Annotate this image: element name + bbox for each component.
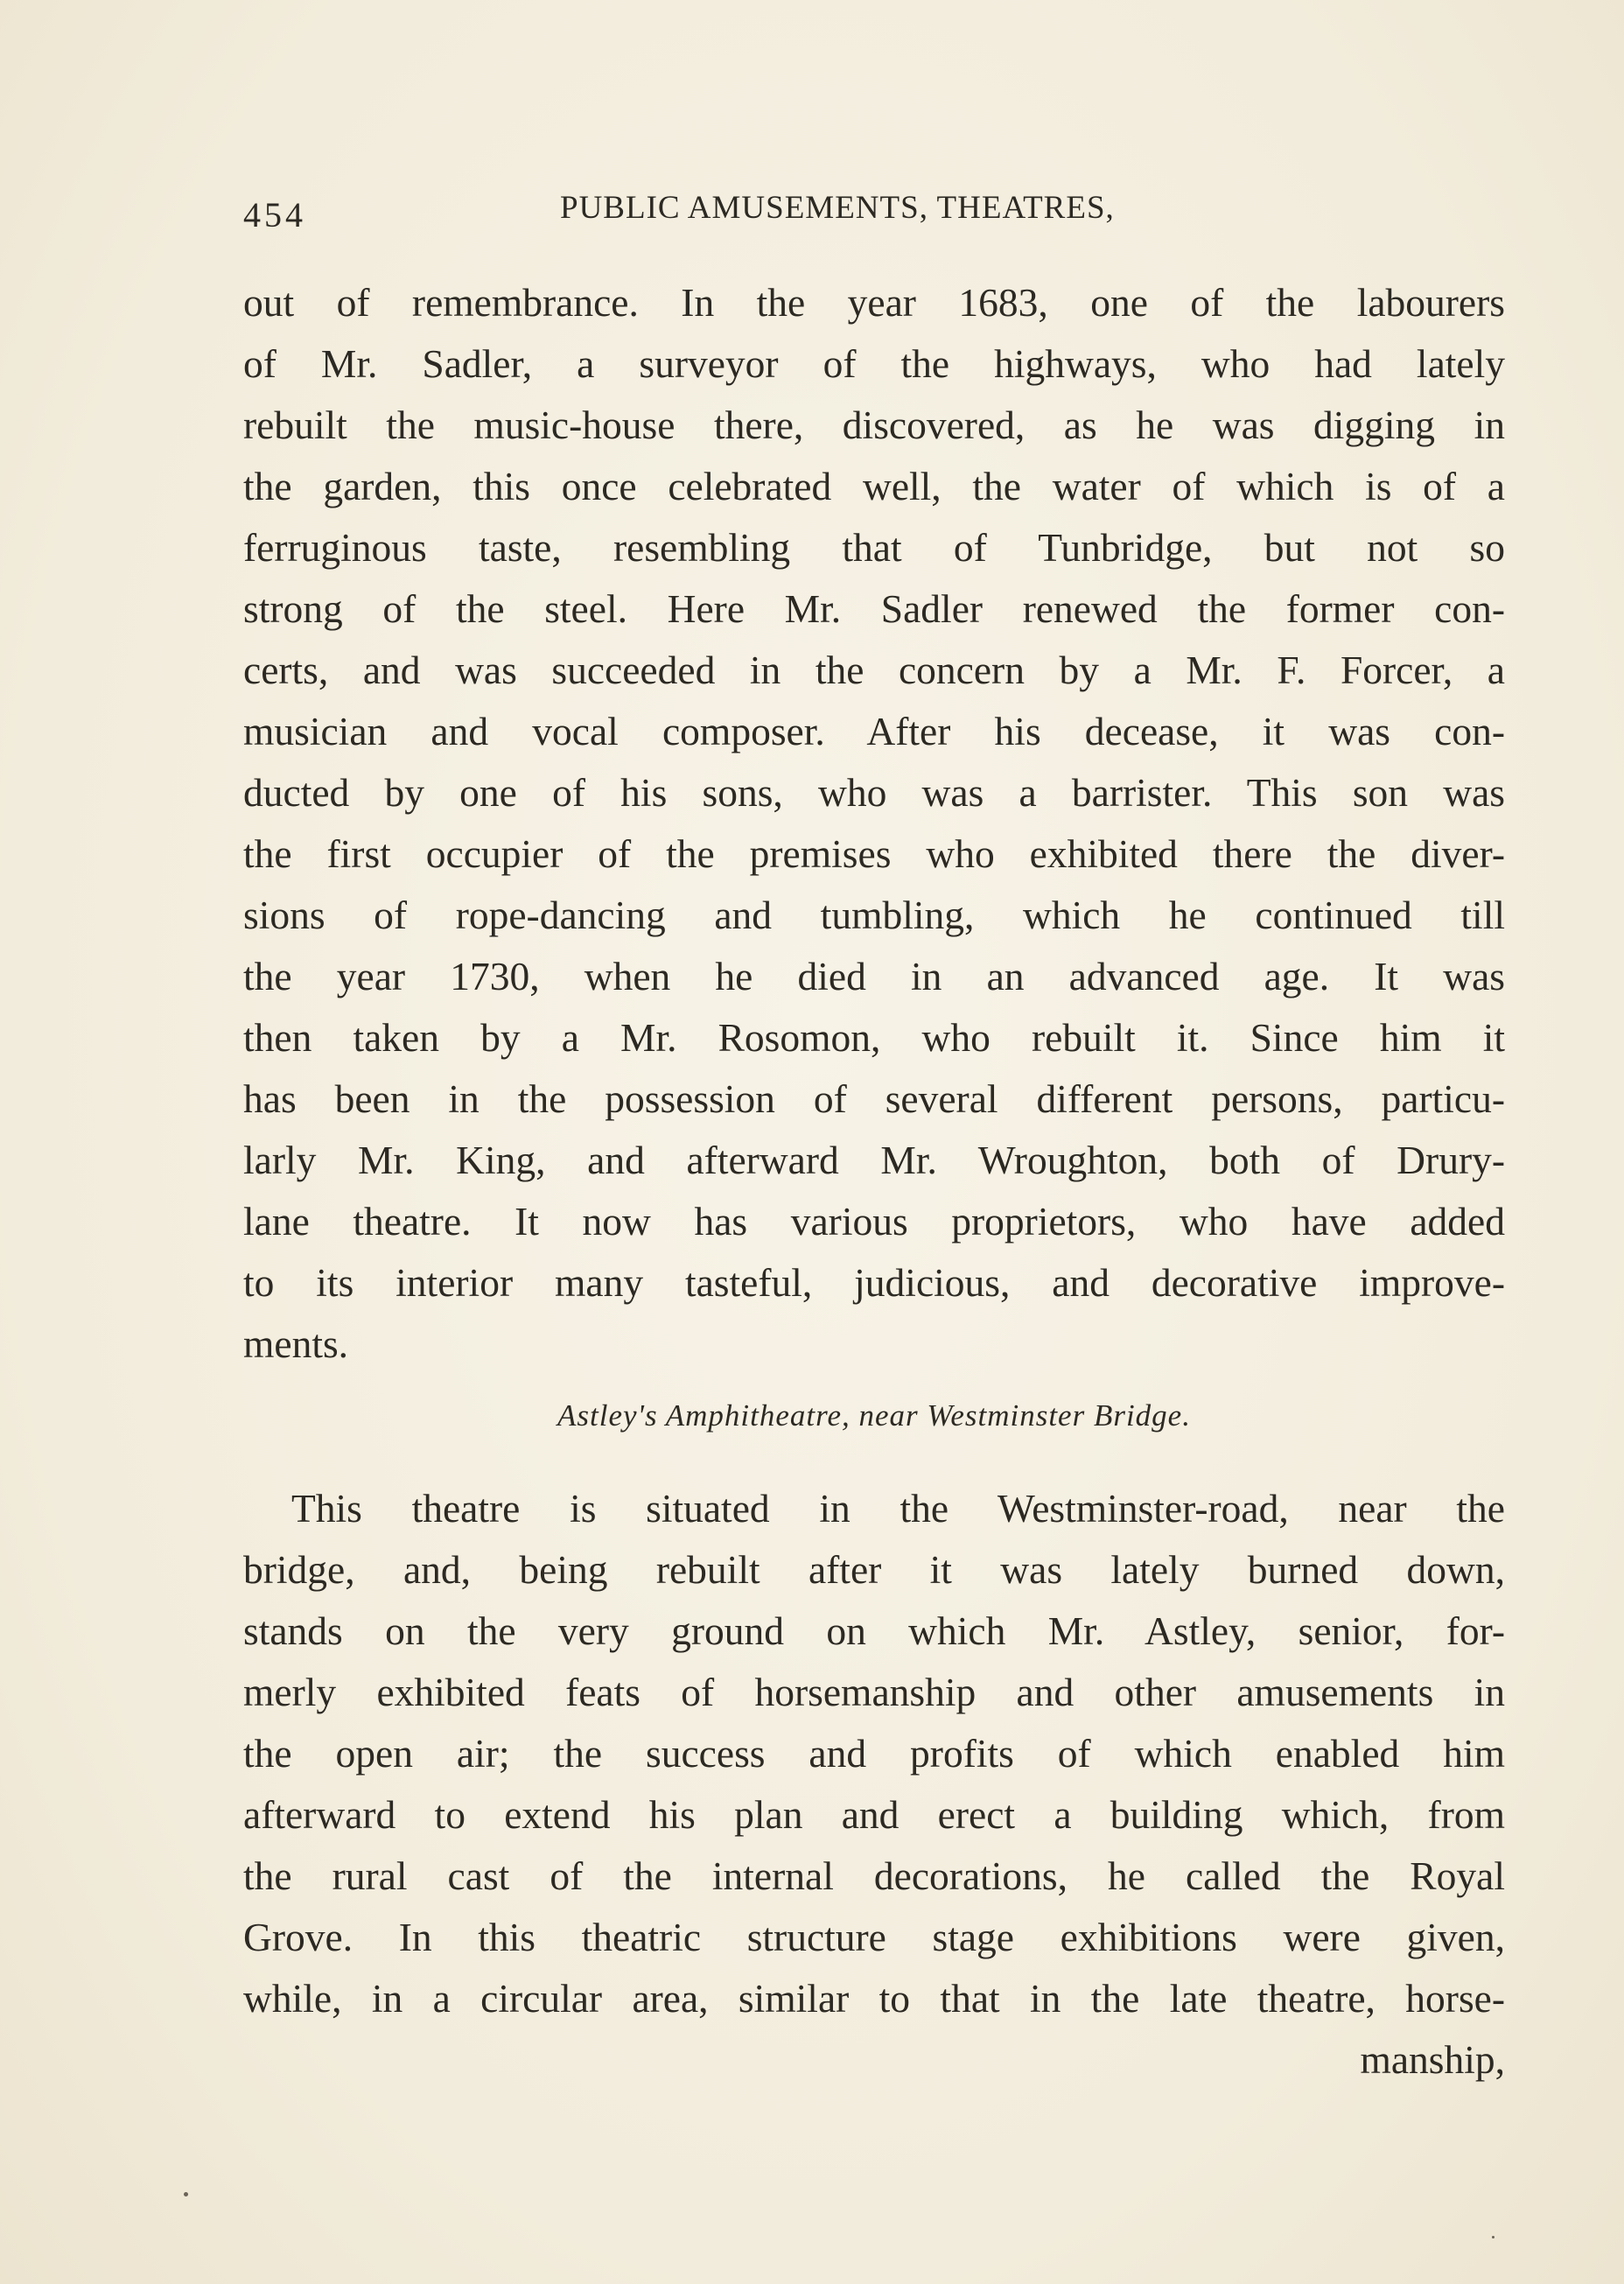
page-number: 454 [243, 195, 306, 235]
text-line: of Mr. Sadler, a surveyor of the highways, who had lately [243, 341, 1505, 386]
text-line: This theatre is situated in the Westminster-road, near the [291, 1486, 1505, 1531]
page-header [243, 186, 1503, 238]
text-line: the open air; the success and profits of which enabled him [243, 1731, 1505, 1776]
text-line: ferruginous taste, resembling that of Tunbridge, but not so [243, 525, 1505, 570]
text-line: the rural cast of the internal decorations, he called the Royal [243, 1853, 1505, 1898]
text-line: certs, and was succeeded in the concern by a Mr. F. Forcer, a [243, 648, 1505, 692]
text-line: merly exhibited feats of horsemanship and other amusements in [243, 1670, 1505, 1714]
text-line: ducted by one of his sons, who was a barrister. This son was [243, 770, 1505, 815]
text-line: stands on the very ground on which Mr. Astley, senior, for- [243, 1608, 1505, 1653]
paper-speck [184, 2192, 188, 2196]
text-line: the garden, this once celebrated well, the water of which is of a [243, 464, 1505, 508]
catchword: manship, [1360, 2037, 1505, 2082]
section-title: Astley's Amphitheatre, near Westminster Bridge. [557, 1398, 1191, 1433]
text-line: bridge, and, being rebuilt after it was lately burned down, [243, 1547, 1505, 1592]
text-line: to its interior many tasteful, judicious, and decorative improve- [243, 1260, 1505, 1305]
text-line: afterward to extend his plan and erect a building which, from [243, 1792, 1505, 1837]
text-line: musician and vocal composer. After his decease, it was con- [243, 709, 1505, 753]
text-line: larly Mr. King, and afterward Mr. Wroughton, both of Drury- [243, 1138, 1505, 1182]
text-line: while, in a circular area, similar to that in the late theatre, horse- [243, 1976, 1505, 2021]
running-title: PUBLIC AMUSEMENTS, THEATRES, [560, 190, 1115, 226]
text-line: the first occupier of the premises who exhibited there the diver- [243, 831, 1505, 876]
text-line: sions of rope-dancing and tumbling, which he continued till [243, 893, 1505, 937]
text-line: lane theatre. It now has various proprietors, who have added [243, 1199, 1505, 1244]
text-line: the year 1730, when he died in an advanced age. It was [243, 954, 1505, 998]
text-line: has been in the possession of several different persons, particu- [243, 1076, 1505, 1121]
paper-speck [1492, 2236, 1494, 2238]
text-line: then taken by a Mr. Rosomon, who rebuilt it. Since him it [243, 1015, 1505, 1060]
text-line: strong of the steel. Here Mr. Sadler renewed the former con- [243, 586, 1505, 631]
text-line: out of remembrance. In the year 1683, one of the labourers [243, 280, 1505, 325]
text-line: ments. [243, 1321, 349, 1366]
text-line: Grove. In this theatric structure stage exhibitions were given, [243, 1915, 1505, 1959]
text-line: rebuilt the music-house there, discovered, as he was digging in [243, 403, 1505, 447]
